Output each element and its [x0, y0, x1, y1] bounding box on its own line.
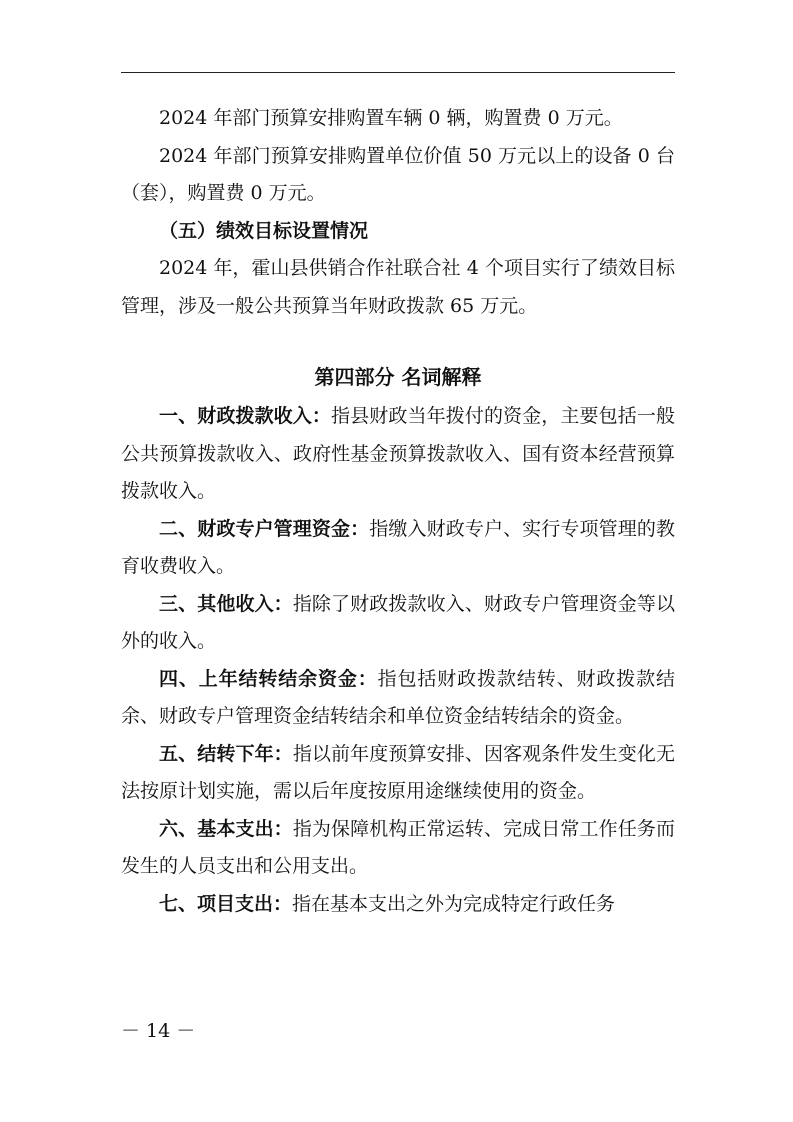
definition-item: [121, 736, 675, 811]
subsection-heading-text: （五）绩效目标设置情况: [159, 219, 369, 242]
definition-text: 指缴入财政专户、实行专项管理的教育收费收入。: [121, 517, 675, 577]
page-number: － 14 －: [121, 1020, 196, 1042]
definition-item: [121, 398, 675, 511]
definition-term: 七、项目支出：: [159, 892, 293, 915]
definition-item: [121, 586, 675, 661]
definition-item: [121, 661, 675, 736]
subsection-heading: [121, 213, 675, 251]
header-rule: [121, 72, 675, 73]
paragraph-equipment: 2024 年部门预算安排购置单位价值 50 万元以上的设备 0 台（套），购置费 0 万元。: [121, 144, 675, 204]
subsection-body: 2024 年，霍山县供销合作社联合社 4 个项目实行了绩效目标管理，涉及一般公共预算当年财政拨款 65 万元。: [121, 257, 675, 317]
definition-text: 指县财政当年拨付的资金，主要包括一般公共预算拨款收入、政府性基金预算拨款收入、国有资本经营预算拨款收入。: [121, 405, 675, 502]
page-body: [121, 100, 675, 923]
definition-item: [121, 511, 675, 586]
definition-item: [121, 886, 675, 924]
definition-term: 二、财政专户管理资金：: [159, 517, 370, 540]
definition-term: 五、结转下年：: [159, 742, 293, 765]
definition-term: 三、其他收入：: [159, 592, 293, 615]
definition-item: [121, 811, 675, 886]
definition-text: 指以前年度预算安排、因客观条件发生变化无法按原计划实施，需以后年度按原用途继续使用的资金。: [121, 742, 675, 802]
definition-text: 指包括财政拨款结转、财政拨款结余、财政专户管理资金结转结余和单位资金结转结余的资金。: [121, 667, 675, 727]
definition-text: 指为保障机构正常运转、完成日常工作任务而发生的人员支出和公用支出。: [121, 817, 675, 877]
definition-text: 指在基本支出之外为完成特定行政任务: [292, 892, 616, 915]
definition-term: 四、上年结转结余资金：: [159, 667, 378, 690]
definition-term: 一、财政拨款收入：: [159, 405, 332, 427]
definition-text: 指除了财政拨款收入、财政专户管理资金等以外的收入。: [121, 592, 675, 652]
part-heading: 第四部分 名词解释: [314, 365, 482, 389]
definition-term: 六、基本支出：: [159, 817, 293, 840]
paragraph-vehicles: 2024 年部门预算安排购置车辆 0 辆，购置费 0 万元。: [159, 107, 623, 129]
